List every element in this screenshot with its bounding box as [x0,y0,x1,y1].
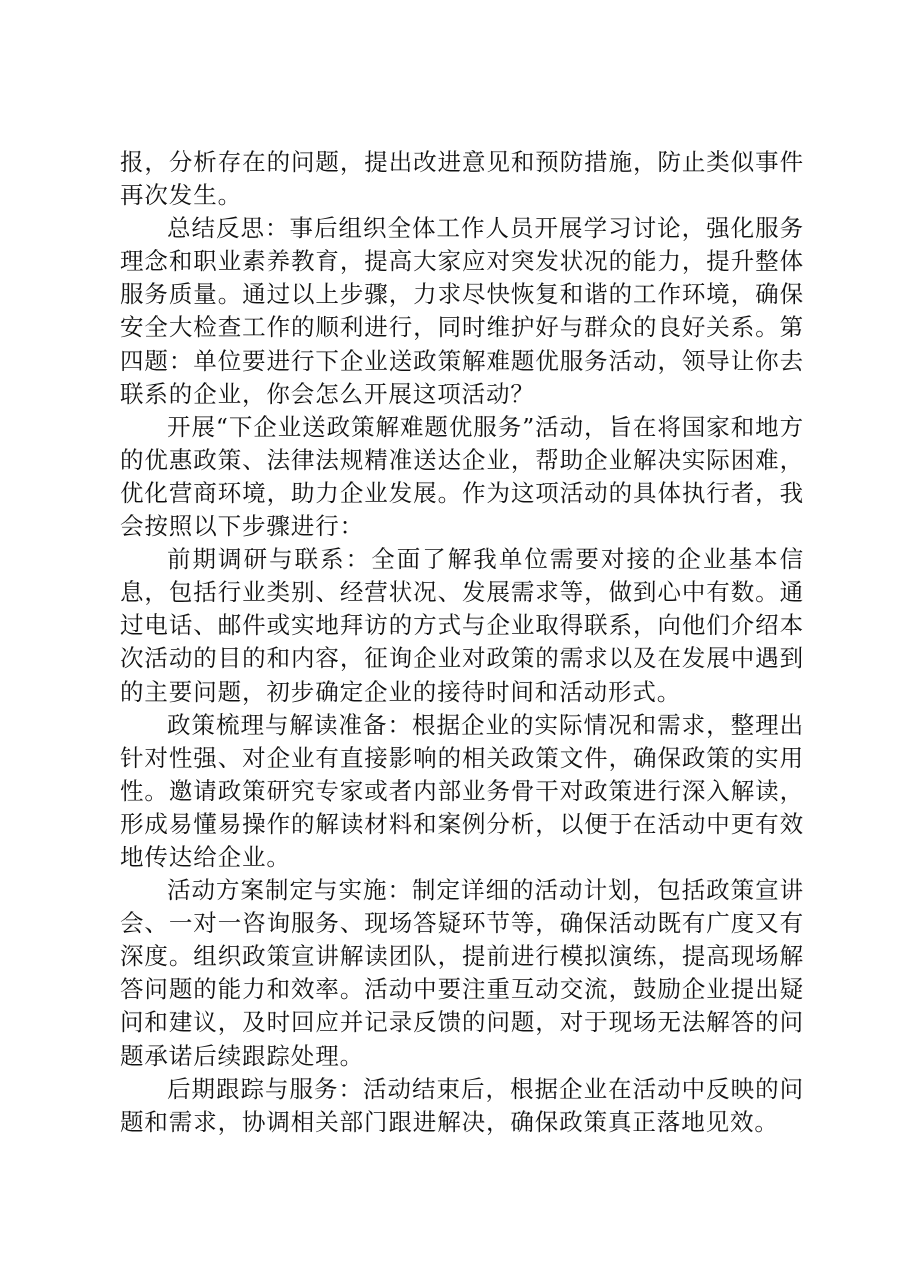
paragraph-policy-preparation: 政策梳理与解读准备：根据企业的实际情况和需求，整理出针对性强、对企业有直接影响的相关政策文件，确保政策的实用性。邀请政策研究专家或者内部业务骨干对政策进行深入解读，形成易懂易操作的解读材料和案例分析，以便于在活动中更有效地传达给企业。 [120,710,804,871]
paragraph-continuation: 报，分析存在的问题，提出改进意见和预防措施，防止类似事件再次发生。 [120,148,804,210]
paragraph-research-contact: 前期调研与联系：全面了解我单位需要对接的企业基本信息，包括行业类别、经营状况、发展需求等，做到心中有数。通过电话、邮件或实地拜访的方式与企业取得联系，向他们介绍本次活动的目的和内容，征询企业对政策的需求以及在发展中遇到的主要问题，初步确定企业的接待时间和活动形式。 [120,545,804,706]
paragraph-follow-up: 后期跟踪与服务：活动结束后，根据企业在活动中反映的问题和需求，协调相关部门跟进解决，确保政策真正落地见效。 [120,1074,804,1136]
document-body [120,146,804,1139]
paragraph-activity-intro: 开展“下企业送政策解难题优服务”活动，旨在将国家和地方的优惠政策、法律法规精准送达企业，帮助企业解决实际困难，优化营商环境，助力企业发展。作为这项活动的具体执行者，我会按照以下步骤进行： [120,412,804,541]
paragraph-summary-reflection: 总结反思：事后组织全体工作人员开展学习讨论，强化服务理念和职业素养教育，提高大家应对突发状况的能力，提升整体服务质量。通过以上步骤，力求尽快恢复和谐的工作环境，确保安全大检查工作的顺利进行，同时维护好与群众的良好关系。第四题：单位要进行下企业送政策解难题优服务活动，领导让你去联系的企业，你会怎么开展这项活动？ [120,214,804,408]
paragraph-activity-plan: 活动方案制定与实施：制定详细的活动计划，包括政策宣讲会、一对一咨询服务、现场答疑环节等，确保活动既有广度又有深度。组织政策宣讲解读团队，提前进行模拟演练，提高现场解答问题的能力和效率。活动中要注重互动交流，鼓励企业提出疑问和建议，及时回应并记录反馈的问题，对于现场无法解答的问题承诺后续跟踪处理。 [120,876,804,1070]
